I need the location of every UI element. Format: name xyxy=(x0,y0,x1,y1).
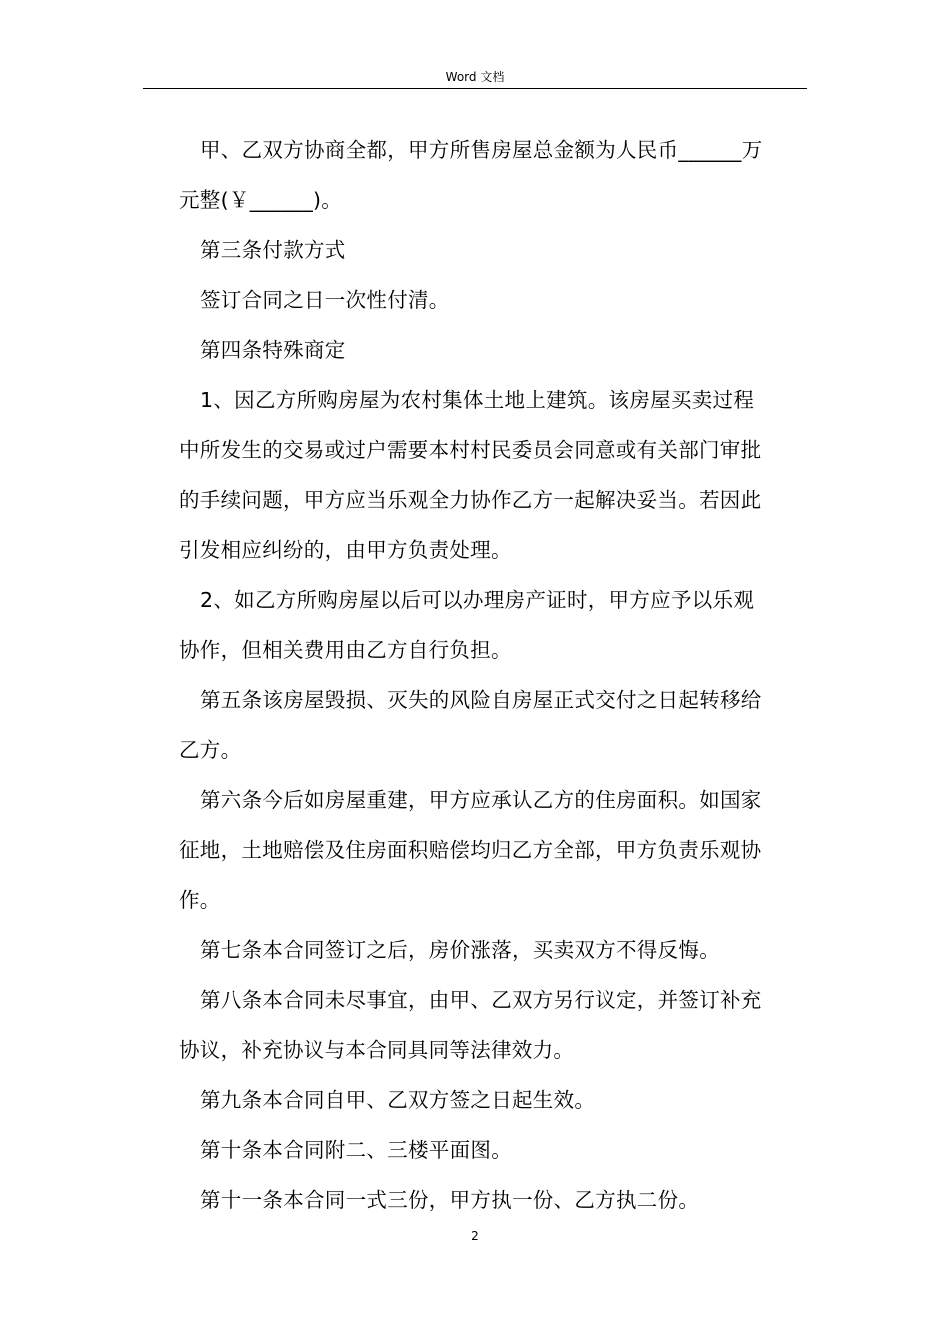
text-line: 签订合同之日一次性付清。 xyxy=(200,288,450,312)
paragraph xyxy=(179,1075,806,1125)
paragraph xyxy=(179,375,806,575)
text-line: 第四条特殊商定 xyxy=(200,338,346,362)
page-header xyxy=(143,66,807,89)
paragraph xyxy=(179,575,806,675)
text-line: 中所发生的交易或过户需要本村村民委员会同意或有关部门审批 xyxy=(179,438,762,462)
text-line: 第五条该房屋毁损、灭失的风险自房屋正式交付之日起转移给 xyxy=(200,688,762,712)
paragraph xyxy=(179,275,806,325)
paragraph xyxy=(179,1125,806,1175)
text-line: 元整(￥______)。 xyxy=(179,188,343,212)
text-line: 第六条今后如房屋重建，甲方应承认乙方的住房面积。如国家 xyxy=(200,788,762,812)
text-line: 2、如乙方所购房屋以后可以办理房产证时，甲方应予以乐观 xyxy=(200,588,755,612)
text-line: 第八条本合同未尽事宜，由甲、乙双方另行议定，并签订补充 xyxy=(200,988,762,1012)
text-line: 第十一条本合同一式三份，甲方执一份、乙方执二份。 xyxy=(200,1188,700,1212)
text-line: 的手续问题，甲方应当乐观全力协作乙方一起解决妥当。若因此 xyxy=(179,488,762,512)
text-line: 引发相应纠纷的，由甲方负责处理。 xyxy=(179,538,512,562)
page-number: 2 xyxy=(471,1229,479,1243)
section-heading xyxy=(179,325,806,375)
section-heading xyxy=(179,225,806,275)
paragraph xyxy=(179,125,806,225)
text-line: 第九条本合同自甲、乙双方签之日起生效。 xyxy=(200,1088,596,1112)
text-line: 协议，补充协议与本合同具同等法律效力。 xyxy=(179,1038,575,1062)
paragraph xyxy=(179,775,806,925)
paragraph xyxy=(179,675,806,775)
text-line: 第七条本合同签订之后，房价涨落，买卖双方不得反悔。 xyxy=(200,938,720,962)
paragraph xyxy=(179,975,806,1075)
paragraph xyxy=(179,1175,806,1225)
text-line: 乙方。 xyxy=(179,738,242,762)
text-line: 作。 xyxy=(179,888,221,912)
text-line: 甲、乙双方协商全都，甲方所售房屋总金额为人民币______万 xyxy=(200,138,763,162)
text-line: 1、因乙方所购房屋为农村集体土地上建筑。该房屋买卖过程 xyxy=(200,388,755,412)
text-line: 协作，但相关费用由乙方自行负担。 xyxy=(179,638,512,662)
text-line: 征地，土地赔偿及住房面积赔偿均归乙方全部，甲方负责乐观协 xyxy=(179,838,762,862)
header-title: Word 文档 xyxy=(445,70,505,84)
text-line: 第三条付款方式 xyxy=(200,238,346,262)
text-line: 第十条本合同附二、三楼平面图。 xyxy=(200,1138,512,1162)
paragraph xyxy=(179,925,806,975)
document-body xyxy=(179,125,806,1225)
